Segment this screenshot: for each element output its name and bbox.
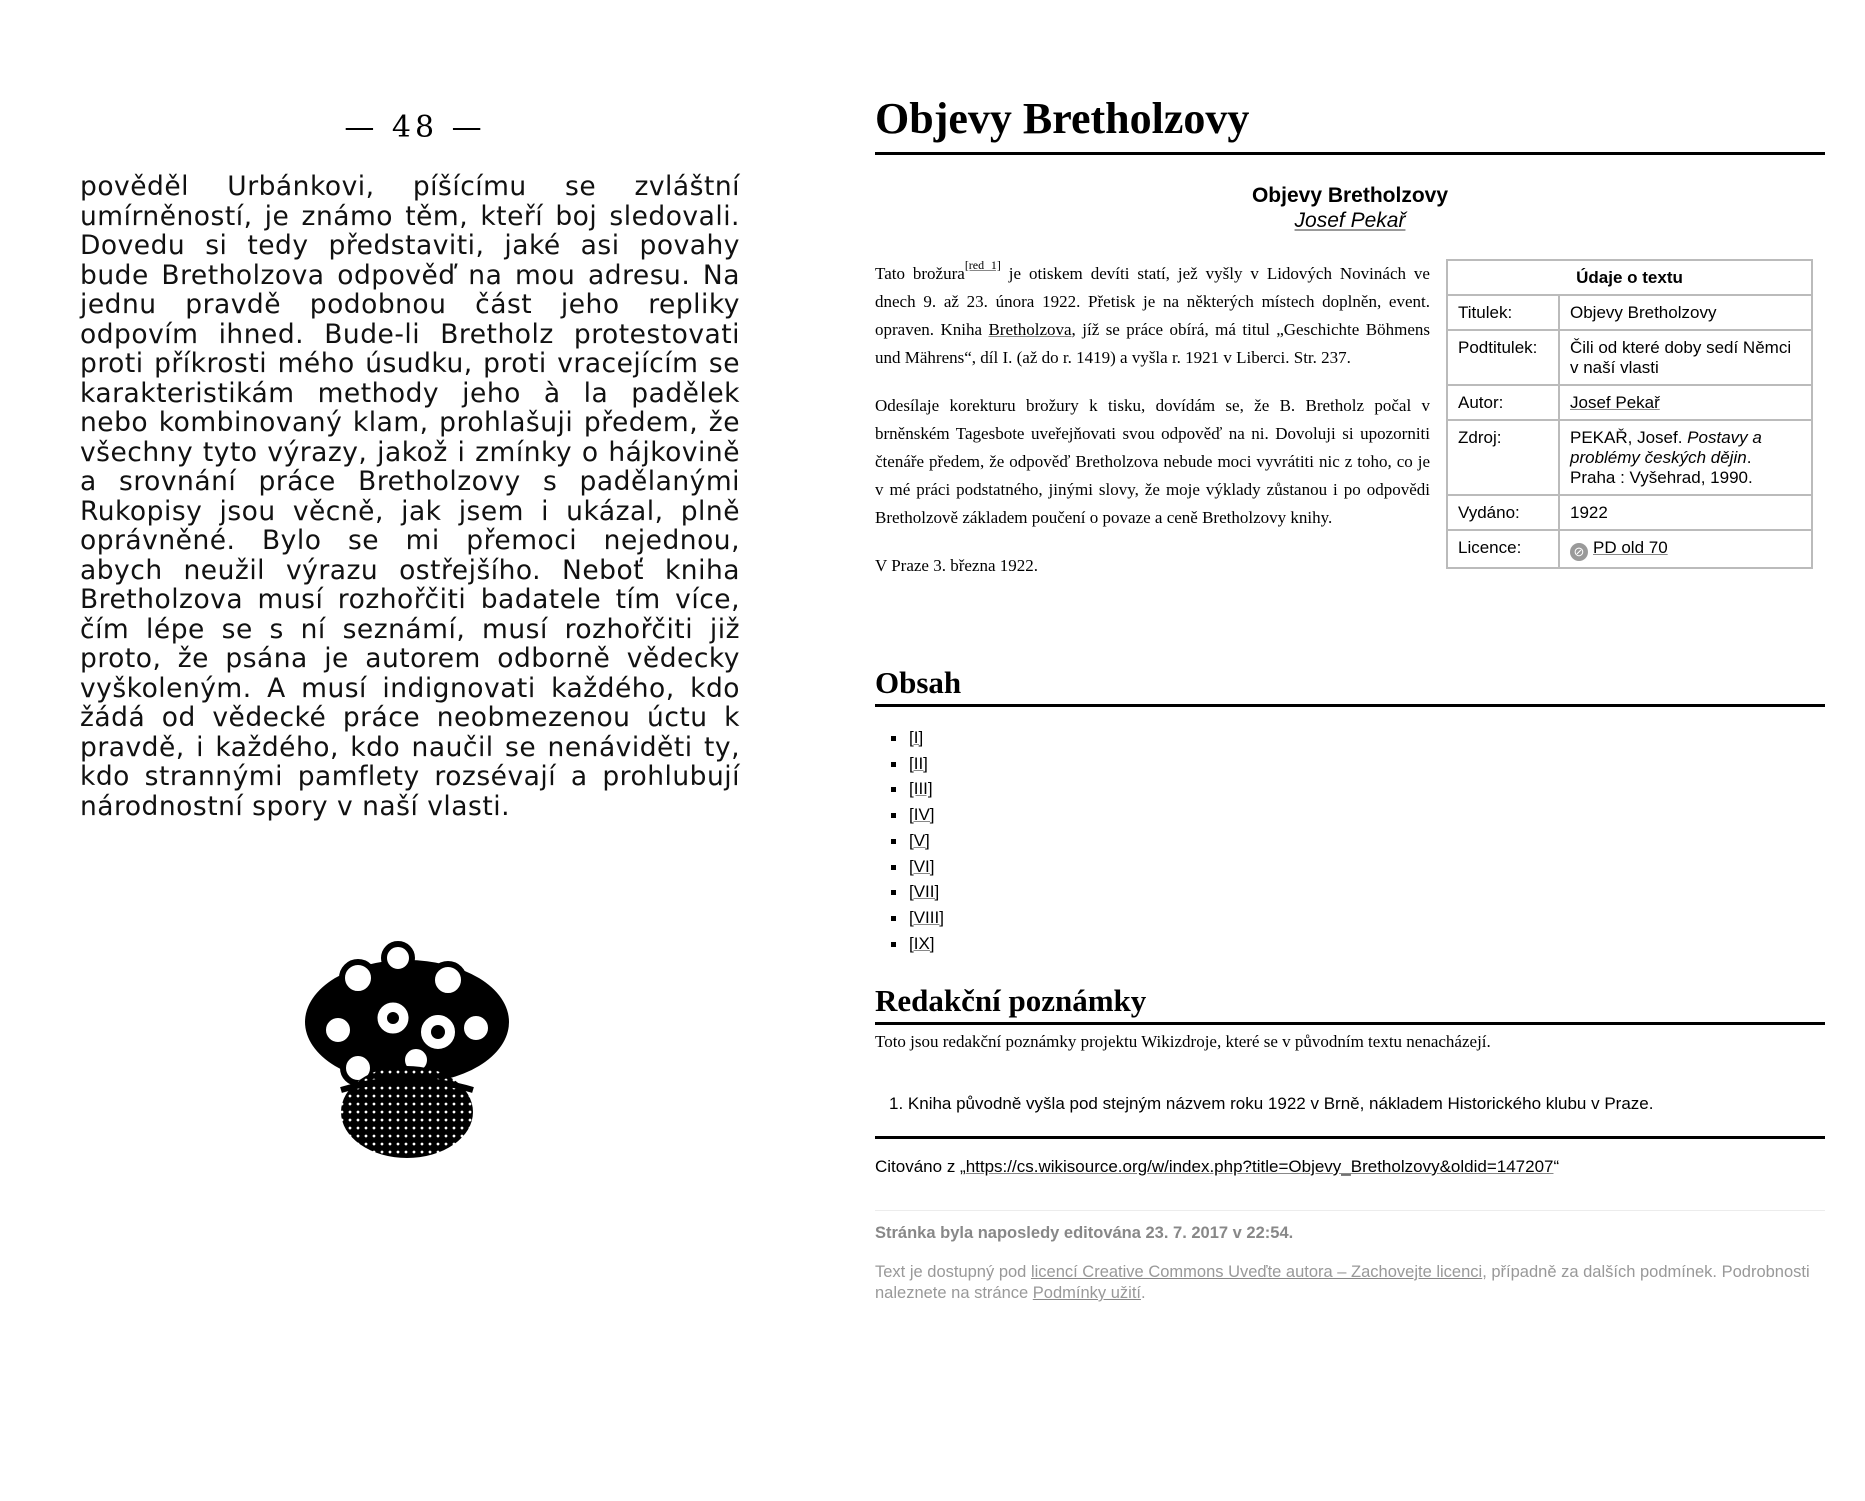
toc-item <box>875 828 1175 854</box>
intro-text-part: je otiskem devíti statí, jež vyšly v Lidových Novinách ve dnech 9. až 23. února 1922. Přetisk je na některých místech doplněn, event. opraven. Kniha <box>875 264 1430 339</box>
toc-item <box>875 751 1175 777</box>
permanent-link[interactable]: https://cs.wikisource.org/w/index.php?title=Objevy_Bretholzovy&oldid=147207 <box>965 1157 1554 1176</box>
infobox-label: Titulek: <box>1447 295 1559 330</box>
divider <box>875 1136 1825 1139</box>
intro-date: V Praze 3. března 1922. <box>875 556 1039 575</box>
toc-item <box>875 879 1175 905</box>
toc-link[interactable]: [IV] <box>909 805 935 825</box>
page-title: Objevy Bretholzovy <box>875 92 1825 155</box>
infobox-heading: Údaje o textu <box>1447 260 1812 295</box>
scanned-page <box>0 0 840 1501</box>
toc-item <box>875 905 1175 931</box>
contents-heading: Obsah <box>875 664 1825 707</box>
license-text: Text je dostupný pod <box>875 1263 1031 1281</box>
toc-link[interactable]: [III] <box>909 779 933 799</box>
infobox-label: Podtitulek: <box>1447 330 1559 385</box>
table-of-contents <box>875 725 1175 956</box>
flower-vase-illustration <box>298 940 516 1160</box>
infobox-label: Autor: <box>1447 385 1559 420</box>
editor-note-reference[interactable]: [red 1] <box>964 258 1001 272</box>
scan-page-number: — 48 — <box>344 110 486 145</box>
license-notice <box>875 1262 1825 1304</box>
cited-from <box>875 1155 1825 1179</box>
infobox-row-published <box>1447 495 1812 530</box>
infobox-value: 1922 <box>1559 495 1812 530</box>
last-edited: Stránka byla naposledy editována 23. 7. 2017 v 22:54. <box>875 1224 1294 1242</box>
infobox-value: Čili od které doby sedí Němci v naší vlasti <box>1559 330 1812 385</box>
infobox-row-title <box>1447 295 1812 330</box>
infobox-value: Objevy Bretholzovy <box>1559 295 1812 330</box>
license-link[interactable]: PD old 70 <box>1593 538 1668 557</box>
text-info-box <box>1446 259 1813 569</box>
intro-text <box>875 260 1430 600</box>
work-header <box>875 183 1825 233</box>
public-domain-icon: ⊘ <box>1570 543 1588 561</box>
toc-link[interactable]: [I] <box>909 728 924 747</box>
infobox-label: Vydáno: <box>1447 495 1559 530</box>
toc-link[interactable]: [V] <box>909 830 930 850</box>
source-book-title: Postavy a problémy českých dějin <box>1570 428 1762 467</box>
infobox-author-link[interactable]: Josef Pekař <box>1570 393 1660 412</box>
editor-notes-heading: Redakční poznámky <box>875 982 1825 1025</box>
cited-suffix: “ <box>1553 1157 1560 1176</box>
cc-license-link[interactable]: licencí Creative Commons Uveďte autora – Zachovejte licenci <box>1030 1263 1483 1281</box>
infobox-label: Zdroj: <box>1447 420 1559 495</box>
scan-paragraph: pověděl Urbánkovi, píšícímu se zvláštní umírněností, je známo těm, kteří boj sledovali. Dovedu si tedy představiti, jaké asi povahy bude Bretholzova odpověď na mou adresu. Na jednu pravdě podobnou část jeho repliky odpovím ihned. Bude-li Bretholz protestovati proti příkrosti mého úsudku, proti vracejícím se karakteristikám methody jeho à la padělek nebo kombinovaný klam, prohlašuji předem, že všechny tyto výrazy, jakož i zmínky o hájkovině a srovnání práce Bretholzovy s padělanými Rukopisy jsou věcně, jak jsem i ukázal, plně oprávněné. Bylo se mi přemoci nejednou, abych neužil výrazu ostřejšího. Neboť kniha Bretholzova musí rozhořčiti badatele tím více, čím lépe se s ní seznámí, musí rozhořčiti již proto, že psána je autorem odborně vědecky vyškoleným. A musí indignovati každého, kdo žádá od vědecké práce neobmezenou úctu k pravdě, i každého, kdo naučil se nenáviděti ty, kdo strannými pamflety rozsévají a prohlubují národnostní spory v naší vlasti. <box>80 171 740 822</box>
infobox-value <box>1559 530 1812 568</box>
intro-paragraph-2: Odesílaje korekturu brožury k tisku, dovídám se, že B. Bretholz počal v brněnském Tagesbote uveřejňovati svou odpověď na ni. Dovoluji si upozorniti čtenáře předem, že odpověď Bretholzova nebude moci vyvrátiti nic z toho, co je v mé práci podstatného, jinými slovy, že moje výklady zůstanou i po odpovědi Bretholzově základem poučení o povaze a ceně Bretholzovy knihy. <box>875 396 1430 527</box>
intro-text-part: Tato brožura <box>875 264 965 283</box>
toc-link[interactable]: [II] <box>909 753 928 773</box>
infobox-row-author <box>1447 385 1812 420</box>
intro-text-part: , jíž se práce obírá, má titul „Geschichte Böhmens und Mährens“, díl I. (až do r. 1419) a vyšla r. 1921 v Liberci. Str. 237. <box>875 320 1430 367</box>
footer-divider <box>875 1210 1825 1211</box>
source-publisher: . Praha : Vyšehrad, 1990. <box>1570 448 1753 487</box>
toc-link[interactable]: [IX] <box>909 933 935 953</box>
terms-of-use-link[interactable]: Podmínky užití <box>1032 1284 1141 1302</box>
toc-item <box>875 802 1175 828</box>
license-text: . <box>1141 1284 1146 1302</box>
bretholz-link[interactable]: Bretholzova <box>988 320 1072 339</box>
infobox-row-source <box>1447 420 1812 495</box>
toc-item <box>875 725 1175 751</box>
infobox-label: Licence: <box>1447 530 1559 568</box>
cited-prefix: Citováno z „ <box>875 1157 966 1176</box>
toc-link[interactable]: [VIII] <box>909 907 944 927</box>
intro-paragraph-1 <box>875 260 1430 372</box>
editor-note-item: 1. Kniha původně vyšla pod stejným názvem roku 1922 v Brně, nákladem Historického klubu v Praze. <box>889 1094 1654 1113</box>
infobox-row-license <box>1447 530 1812 568</box>
infobox-row-subtitle <box>1447 330 1812 385</box>
toc-link[interactable]: [VI] <box>909 856 935 876</box>
source-author: PEKAŘ, Josef. <box>1570 428 1688 447</box>
work-title: Objevy Bretholzovy <box>1251 184 1449 207</box>
toc-item <box>875 854 1175 880</box>
toc-item <box>875 931 1175 957</box>
scan-body-text <box>80 172 740 821</box>
license-text: , případně za dalších podmínek. Podrobnosti naleznete na stránce <box>875 1263 1810 1302</box>
editor-notes-intro: Toto jsou redakční poznámky projektu Wikizdroje, které se v původním textu nenacházejí. <box>875 1032 1491 1051</box>
toc-link[interactable]: [VII] <box>909 882 940 902</box>
toc-item <box>875 776 1175 802</box>
infobox-value <box>1559 420 1812 495</box>
author-link[interactable]: Josef Pekař <box>1294 209 1406 232</box>
article-page <box>875 0 1825 1501</box>
infobox-value <box>1559 385 1812 420</box>
editor-notes-list <box>875 1092 1825 1116</box>
